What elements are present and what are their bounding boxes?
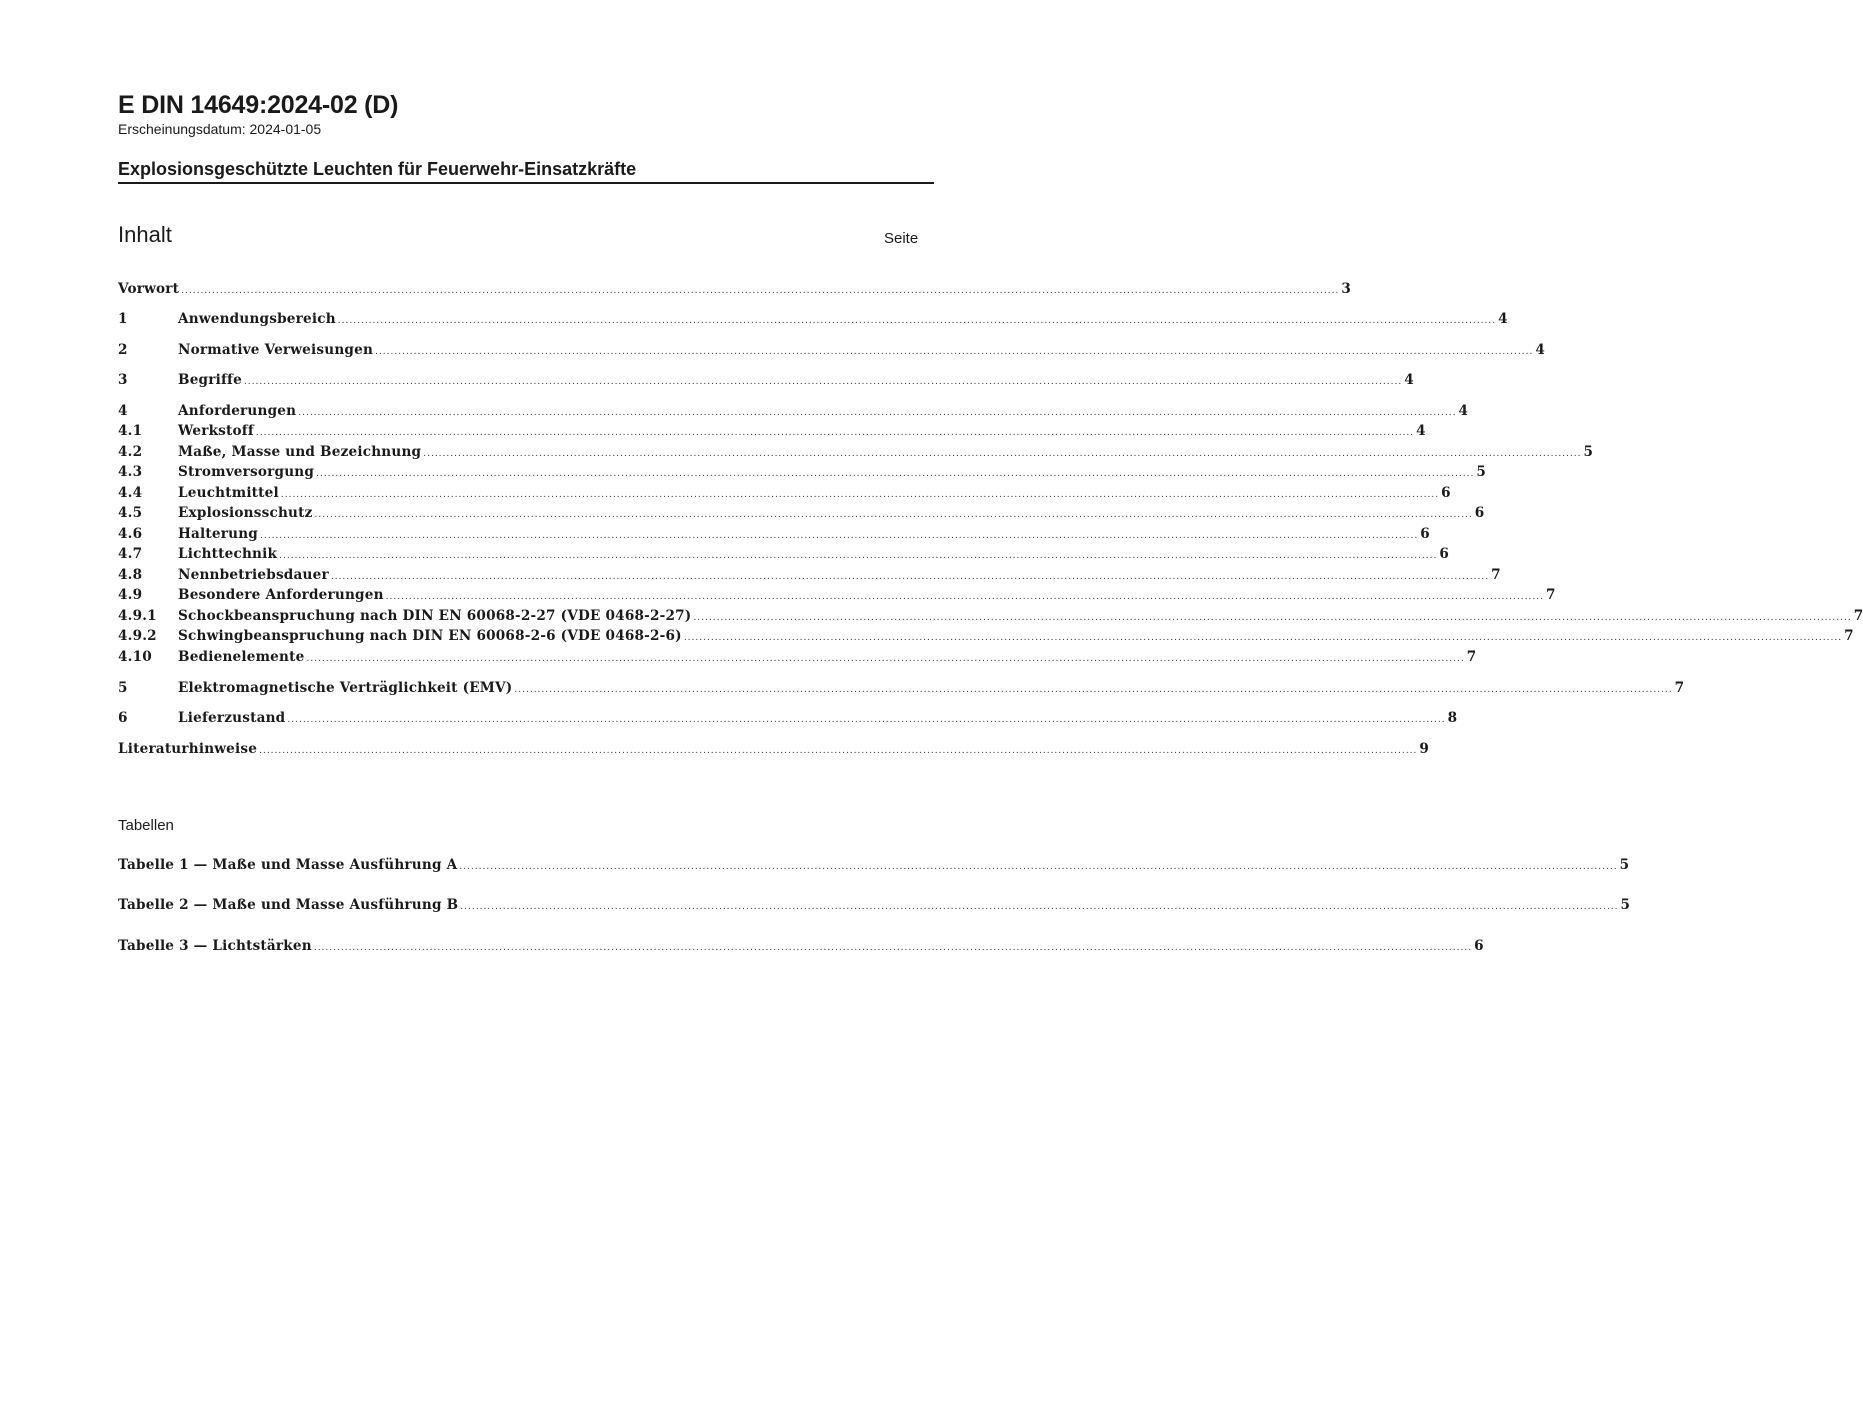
dot-leader: ............................................................................................................................................................................................................................................................................................................ <box>279 551 1438 561</box>
toc-entry-bibliography[interactable] <box>118 739 1430 759</box>
toc-entry[interactable] <box>118 565 1501 585</box>
toc-entry-page: 7 <box>1853 608 1863 624</box>
toc-entry-number: 1 <box>118 311 128 327</box>
toc-entry-text: Schwingbeanspruchung nach DIN EN 60068-2-6 (VDE 0468-2-6) <box>178 628 682 644</box>
dot-leader: ............................................................................................................................................................................................................................................................................................................ <box>280 490 1440 500</box>
toc-entry-text: Lichttechnik <box>178 546 278 562</box>
dot-leader: ............................................................................................................................................................................................................................................................................................................ <box>259 531 1419 541</box>
toc-entry[interactable] <box>118 401 1469 421</box>
dot-leader: ............................................................................................................................................................................................................................................................................................................ <box>259 746 1418 756</box>
toc-entry-number: 4.10 <box>118 649 152 665</box>
toc-entry-text: Stromversorgung <box>178 464 315 480</box>
toc-entry-page: 6 <box>1441 485 1451 501</box>
toc-entry-number: 4.5 <box>118 505 143 521</box>
toc-heading: Inhalt <box>118 222 172 247</box>
toc-entry-text: Explosionsschutz <box>178 505 313 521</box>
document-title: Explosionsgeschützte Leuchten für Feuerwehr-Einsatzkräfte <box>118 159 637 179</box>
dot-leader: ............................................................................................................................................................................................................................................................................................................ <box>459 862 1618 872</box>
dot-leader: ............................................................................................................................................................................................................................................................................................................ <box>306 654 1465 664</box>
publication-date: Erscheinungsdatum: 2024-01-05 <box>118 121 322 137</box>
toc-entry-page: 4 <box>1416 423 1426 439</box>
toc-entry-number: 4.4 <box>118 485 143 501</box>
dot-leader: ............................................................................................................................................................................................................................................................................................................ <box>460 902 1619 912</box>
toc-entry-page: 4 <box>1535 342 1545 358</box>
table-entry-text: Tabelle 1 — Maße und Masse Ausführung A <box>118 857 458 873</box>
toc-entry[interactable] <box>118 708 1458 728</box>
table-entry-page: 5 <box>1620 897 1631 913</box>
title-divider <box>118 182 934 184</box>
toc-entry-number: 4.7 <box>118 546 143 562</box>
toc-entry[interactable] <box>118 421 1426 441</box>
toc-entry[interactable] <box>118 524 1430 544</box>
dot-leader: ............................................................................................................................................................................................................................................................................................................ <box>298 408 1457 418</box>
toc-entry-page: 4 <box>1458 403 1469 419</box>
toc-entry-page: 9 <box>1419 741 1430 757</box>
toc-entry-number: 4.3 <box>118 464 143 480</box>
toc-entry-text: Elektromagnetische Verträglichkeit (EMV) <box>178 680 513 696</box>
toc-entry[interactable] <box>118 678 1685 698</box>
dot-leader: ............................................................................................................................................................................................................................................................................................................ <box>287 715 1446 725</box>
dot-leader: ............................................................................................................................................................................................................................................................................................................ <box>337 316 1497 326</box>
table-list-entry[interactable] <box>118 895 1631 915</box>
toc-entry-text: Leuchtmittel <box>178 485 279 501</box>
toc-entry-page: 7 <box>1674 680 1685 696</box>
toc-entry-text: Besondere Anforderungen <box>178 587 384 603</box>
dot-leader: ............................................................................................................................................................................................................................................................................................................ <box>375 347 1534 357</box>
toc-entry-text: Literaturhinweise <box>118 741 258 757</box>
toc-entry-page: 7 <box>1491 567 1501 583</box>
toc-entry-number: 6 <box>118 710 128 726</box>
toc-entry-number: 3 <box>118 372 128 388</box>
toc-entry[interactable] <box>118 544 1450 564</box>
toc-entry-number: 4.1 <box>118 423 143 439</box>
dot-leader: ............................................................................................................................................................................................................................................................................................................ <box>255 428 1415 438</box>
table-list-entry[interactable] <box>118 936 1484 956</box>
toc-entry-page: 3 <box>1341 281 1352 297</box>
dot-leader: ............................................................................................................................................................................................................................................................................................................ <box>313 943 1473 953</box>
toc-entry-text: Anforderungen <box>178 403 297 419</box>
table-entry-text: Tabelle 2 — Maße und Masse Ausführung B <box>118 897 459 913</box>
toc-entry[interactable] <box>118 442 1594 462</box>
toc-entry-page: 6 <box>1439 546 1450 562</box>
table-entry-text: Tabelle 3 — Lichtstärken <box>118 938 312 954</box>
table-entry-page: 5 <box>1619 857 1630 873</box>
toc-entry-page: 4 <box>1498 311 1508 327</box>
toc-entry-number: 4.9 <box>118 587 143 603</box>
toc-entry-page: 5 <box>1583 444 1594 460</box>
dot-leader: ............................................................................................................................................................................................................................................................................................................ <box>423 449 1582 459</box>
dot-leader: ............................................................................................................................................................................................................................................................................................................ <box>385 592 1544 602</box>
toc-entry-page: 8 <box>1447 710 1458 726</box>
toc-entry-text: Halterung <box>178 526 258 542</box>
toc-entry[interactable] <box>118 626 1854 646</box>
toc-entry-text: Nennbetriebsdauer <box>178 567 329 583</box>
toc-entry-number: 5 <box>118 680 128 696</box>
toc-entry[interactable] <box>118 647 1477 667</box>
dot-leader: ............................................................................................................................................................................................................................................................................................................ <box>316 469 1475 479</box>
toc-entry-text: Vorwort <box>118 281 180 297</box>
toc-entry-page: 7 <box>1545 587 1556 603</box>
table-entry-page: 6 <box>1474 938 1484 954</box>
tables-heading: Tabellen <box>118 817 174 834</box>
document-id: E DIN 14649:2024-02 (D) <box>118 91 399 119</box>
dot-leader: ............................................................................................................................................................................................................................................................................................................ <box>314 510 1473 520</box>
dot-leader: ............................................................................................................................................................................................................................................................................................................ <box>683 633 1843 643</box>
toc-entry-text: Begriffe <box>178 372 242 388</box>
toc-entry-number: 4.2 <box>118 444 143 460</box>
page-column-label: Seite <box>884 230 919 247</box>
toc-entry-page: 4 <box>1404 372 1414 388</box>
dot-leader: ............................................................................................................................................................................................................................................................................................................ <box>330 572 1490 582</box>
toc-entry-text: Schockbeanspruchung nach DIN EN 60068-2-27 (VDE 0468-2-27) <box>178 608 692 624</box>
toc-entry-number: 4.9.1 <box>118 608 157 624</box>
dot-leader: ............................................................................................................................................................................................................................................................................................................ <box>181 286 1340 296</box>
table-list-entry[interactable] <box>118 855 1630 875</box>
toc-entry-page: 6 <box>1474 505 1485 521</box>
toc-entry[interactable] <box>118 462 1487 482</box>
toc-entry-text: Anwendungsbereich <box>178 311 336 327</box>
toc-entry-text: Normative Verweisungen <box>178 342 374 358</box>
toc-entry[interactable] <box>118 340 1545 360</box>
toc-entry-number: 2 <box>118 342 128 358</box>
toc-entry[interactable] <box>118 309 1508 329</box>
toc-entry-text: Lieferzustand <box>178 710 286 726</box>
toc-entry-page: 7 <box>1466 649 1477 665</box>
toc-entry[interactable] <box>118 370 1414 390</box>
dot-leader: ............................................................................................................................................................................................................................................................................................................ <box>243 377 1403 387</box>
toc-entry[interactable] <box>118 585 1556 605</box>
toc-entry-number: 4.8 <box>118 567 143 583</box>
toc-entry-page: 5 <box>1476 464 1487 480</box>
toc-entry-text: Werkstoff <box>178 423 254 439</box>
toc-entry-page: 6 <box>1420 526 1430 542</box>
dot-leader: ............................................................................................................................................................................................................................................................................................................ <box>514 685 1673 695</box>
dot-leader: ............................................................................................................................................................................................................................................................................................................ <box>693 613 1852 623</box>
toc-entry-page: 7 <box>1844 628 1854 644</box>
toc-entry[interactable] <box>118 483 1451 503</box>
toc-entry-number: 4.9.2 <box>118 628 157 644</box>
toc-entry-number: 4.6 <box>118 526 143 542</box>
toc-entry-foreword[interactable] <box>118 279 1352 299</box>
toc-entry-text: Maße, Masse und Bezeichnung <box>178 444 422 460</box>
toc-entry-text: Bedienelemente <box>178 649 305 665</box>
toc-entry-number: 4 <box>118 403 128 419</box>
toc-entry[interactable] <box>118 503 1485 523</box>
toc-entry[interactable] <box>118 606 1863 626</box>
